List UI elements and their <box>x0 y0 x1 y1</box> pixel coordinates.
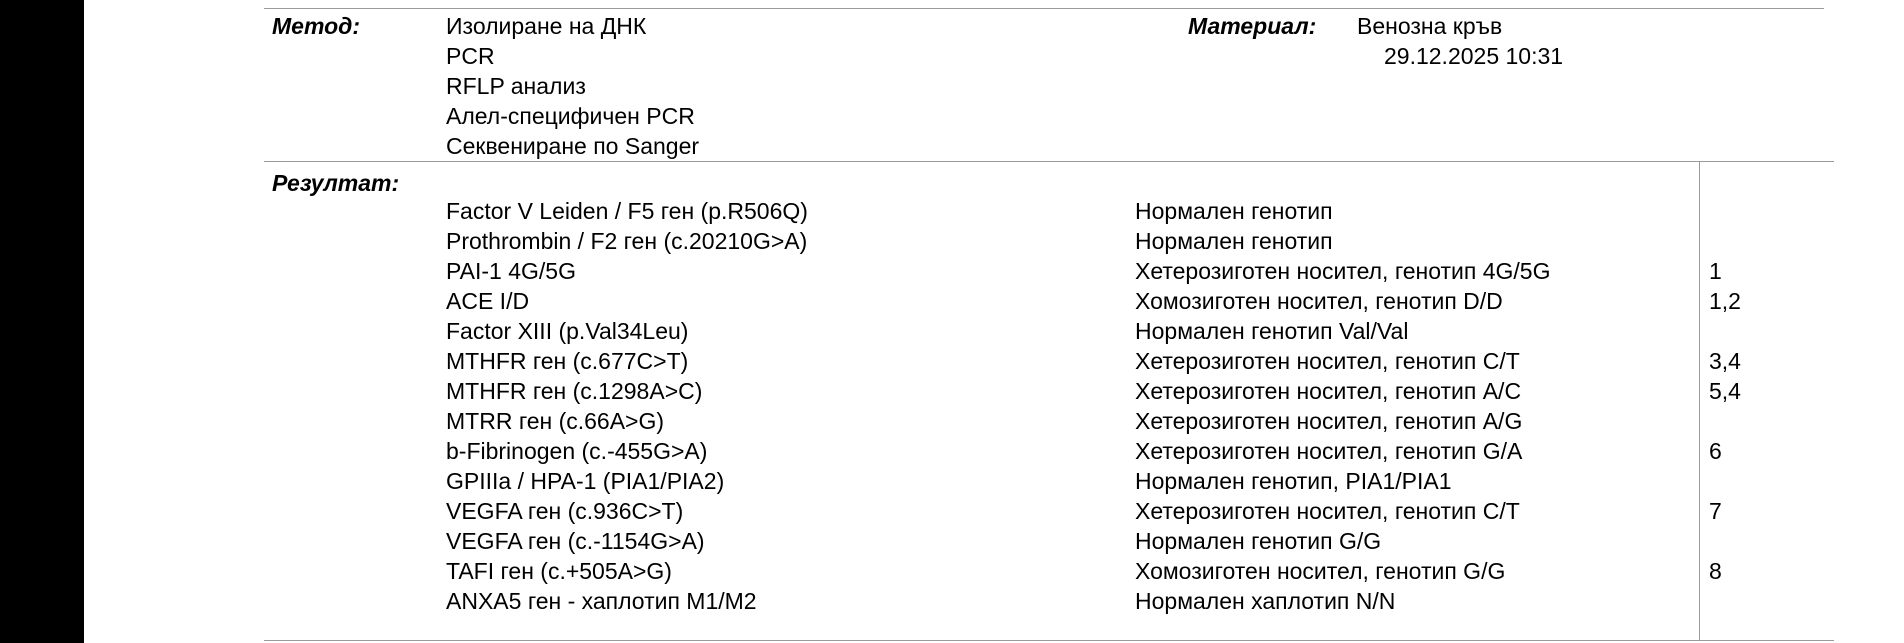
test-name: TAFI ген (c.+505A>G) <box>446 558 672 584</box>
test-result: Хомозиготен носител, генотип D/D <box>1135 288 1503 314</box>
test-result: Хетерозиготен носител, генотип G/A <box>1135 438 1523 464</box>
method-label: Метод: <box>272 13 361 39</box>
test-name: ACE I/D <box>446 288 530 314</box>
test-name: ANXA5 ген - хаплотип M1/M2 <box>446 588 757 614</box>
top-rule <box>264 8 1824 9</box>
test-result: Нормален генотип <box>1135 198 1333 224</box>
result-row <box>84 196 1904 226</box>
test-name: b-Fibrinogen (c.-455G>A) <box>446 438 708 464</box>
result-row <box>84 256 1904 286</box>
test-result: Нормален генотип, PIA1/PIA1 <box>1135 468 1452 494</box>
test-result: Хетерозиготен носител, генотип C/T <box>1135 348 1520 374</box>
test-note: 5,4 <box>1709 378 1741 404</box>
material-value: Венозна кръв <box>1357 13 1503 39</box>
test-result: Нормален генотип Val/Val <box>1135 318 1409 344</box>
material-label: Материал: <box>1188 13 1317 39</box>
test-name: Prothrombin / F2 ген (c.20210G>A) <box>446 228 808 254</box>
test-name: PAI-1 4G/5G <box>446 258 576 284</box>
section-divider <box>264 161 1834 162</box>
method-item: Алел-специфичен PCR <box>446 103 695 129</box>
left-margin-bar <box>0 0 84 643</box>
test-note: 1,2 <box>1709 288 1741 314</box>
bottom-rule <box>264 640 1834 641</box>
results-label: Резултат: <box>272 170 400 196</box>
test-name: MTRR ген (c.66A>G) <box>446 408 665 434</box>
result-row <box>84 406 1904 436</box>
result-row <box>84 526 1904 556</box>
method-item: Секвениране по Sanger <box>446 133 700 159</box>
test-name: MTHFR ген (c.677C>T) <box>446 348 689 374</box>
lab-report-page <box>84 0 1904 643</box>
result-row <box>84 586 1904 616</box>
material-datetime: 29.12.2025 10:31 <box>1384 43 1564 69</box>
test-result: Нормален генотип <box>1135 228 1333 254</box>
test-result: Хетерозиготен носител, генотип A/C <box>1135 378 1522 404</box>
method-item: PCR <box>446 43 495 69</box>
test-name: VEGFA ген (c.-1154G>A) <box>446 528 705 554</box>
test-note: 3,4 <box>1709 348 1741 374</box>
test-result: Хомозиготен носител, генотип G/G <box>1135 558 1506 584</box>
result-row <box>84 376 1904 406</box>
test-result: Хетерозиготен носител, генотип C/T <box>1135 498 1520 524</box>
result-row <box>84 286 1904 316</box>
test-result: Нормален хаплотип N/N <box>1135 588 1396 614</box>
method-item: RFLP анализ <box>446 73 586 99</box>
method-item: Изолиране на ДНК <box>446 13 647 39</box>
test-name: Factor XIII (p.Val34Leu) <box>446 318 689 344</box>
test-result: Хетерозиготен носител, генотип A/G <box>1135 408 1523 434</box>
test-note: 1 <box>1709 258 1722 284</box>
result-row <box>84 496 1904 526</box>
test-note: 6 <box>1709 438 1722 464</box>
result-row <box>84 316 1904 346</box>
test-name: Factor V Leiden / F5 ген (p.R506Q) <box>446 198 808 224</box>
test-note: 7 <box>1709 498 1722 524</box>
test-name: MTHFR ген (c.1298A>C) <box>446 378 703 404</box>
test-name: GPIIIa / HPA-1 (PIA1/PIA2) <box>446 468 725 494</box>
result-row <box>84 226 1904 256</box>
result-row <box>84 556 1904 586</box>
test-note: 8 <box>1709 558 1722 584</box>
test-result: Нормален генотип G/G <box>1135 528 1382 554</box>
result-row <box>84 346 1904 376</box>
result-row <box>84 436 1904 466</box>
test-result: Хетерозиготен носител, генотип 4G/5G <box>1135 258 1551 284</box>
result-row <box>84 466 1904 496</box>
test-name: VEGFA ген (c.936C>T) <box>446 498 684 524</box>
